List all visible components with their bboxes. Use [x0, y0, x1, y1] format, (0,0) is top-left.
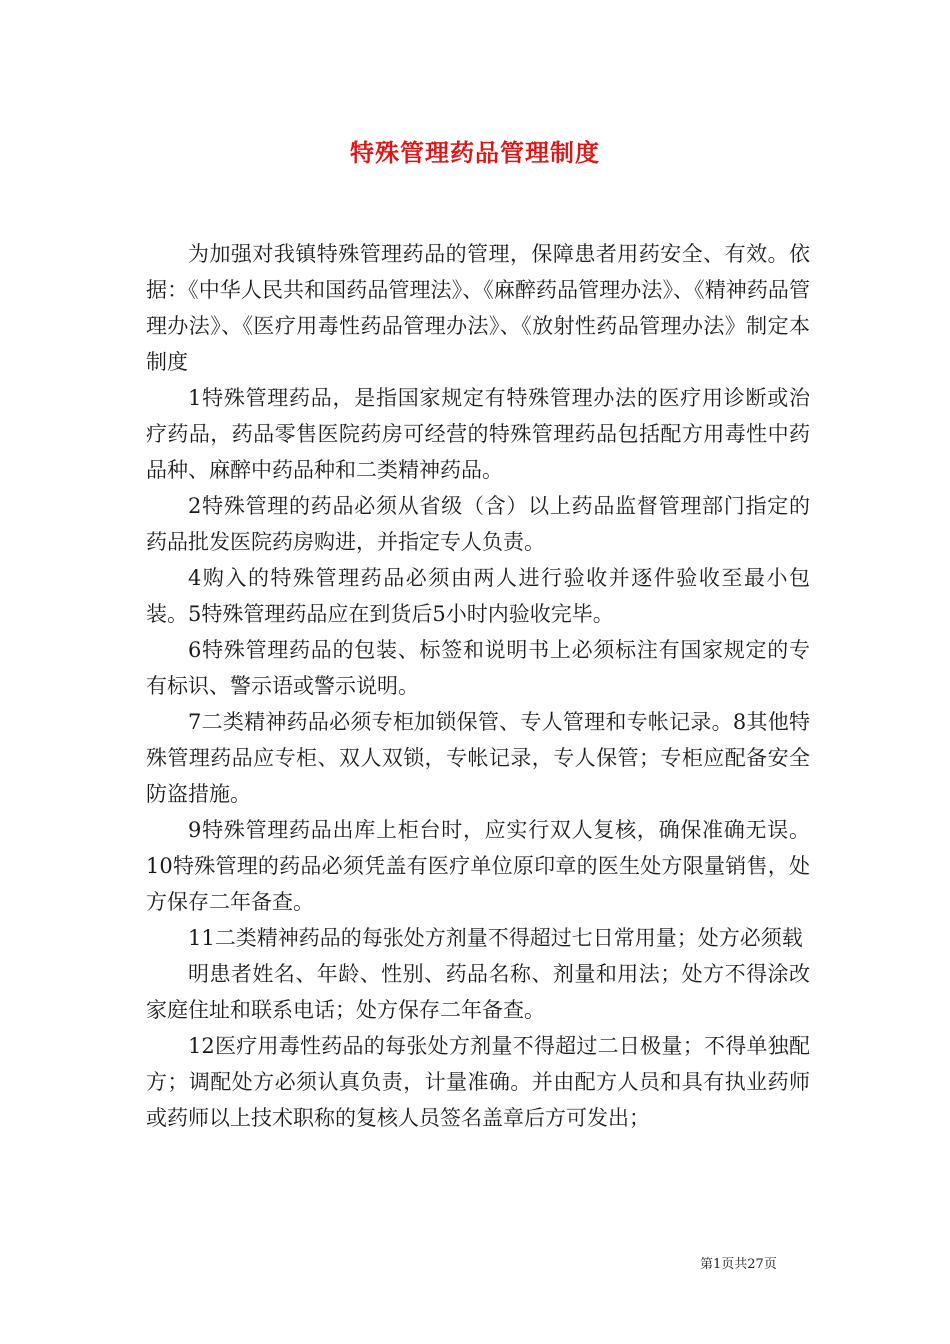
- paragraph-4-5: 4购入的特殊管理药品必须由两人进行验收并逐件验收至最小包装。5特殊管理药品应在到货后5小时内验收完毕。: [146, 566, 810, 626]
- document-body: [146, 236, 810, 1136]
- paragraph-9-10: 9特殊管理药品出库上柜台时，应实行双人复核，确保准确无误。10特殊管理的药品必须凭盖有医疗单位原印章的医生处方限量销售，处方保存二年备查。: [146, 818, 810, 914]
- paragraph-intro: 为加强对我镇特殊管理药品的管理，保障患者用药安全、有效。依据：《中华人民共和国药品管理法》、《麻醉药品管理办法》、《精神药品管理办法》、《医疗用毒性药品管理办法》、《放射性药品管理办法》制定本制度: [146, 242, 810, 374]
- paragraph-11: 11二类精神药品的每张处方剂量不得超过七日常用量；处方必须载: [188, 926, 803, 950]
- paragraph-12: 12医疗用毒性药品的每张处方剂量不得超过二日极量；不得单独配方；调配处方必须认真负责，计量准确。并由配方人员和具有执业药师或药师以上技术职称的复核人员签名盖章后方可发出；: [146, 1034, 810, 1130]
- document-title: 特殊管理药品管理制度: [350, 138, 600, 167]
- paragraph-1: 1特殊管理药品，是指国家规定有特殊管理办法的医疗用诊断或治疗药品，药品零售医院药房可经营的特殊管理药品包括配方用毒性中药品种、麻醉中药品种和二类精神药品。: [146, 386, 810, 482]
- paragraph-11-cont: 明患者姓名、年龄、性别、药品名称、剂量和用法；处方不得涂改家庭住址和联系电话；处方保存二年备查。: [146, 962, 810, 1022]
- page-number: 第1页共27页: [700, 1257, 777, 1272]
- paragraph-6: 6特殊管理药品的包装、标签和说明书上必须标注有国家规定的专有标识、警示语或警示说明。: [146, 638, 810, 698]
- paragraph-2: 2特殊管理的药品必须从省级（含）以上药品监督管理部门指定的药品批发医院药房购进，并指定专人负责。: [146, 494, 810, 554]
- paragraph-7-8: 7二类精神药品必须专柜加锁保管、专人管理和专帐记录。8其他特殊管理药品应专柜、双人双锁，专帐记录，专人保管；专柜应配备安全防盗措施。: [146, 710, 810, 806]
